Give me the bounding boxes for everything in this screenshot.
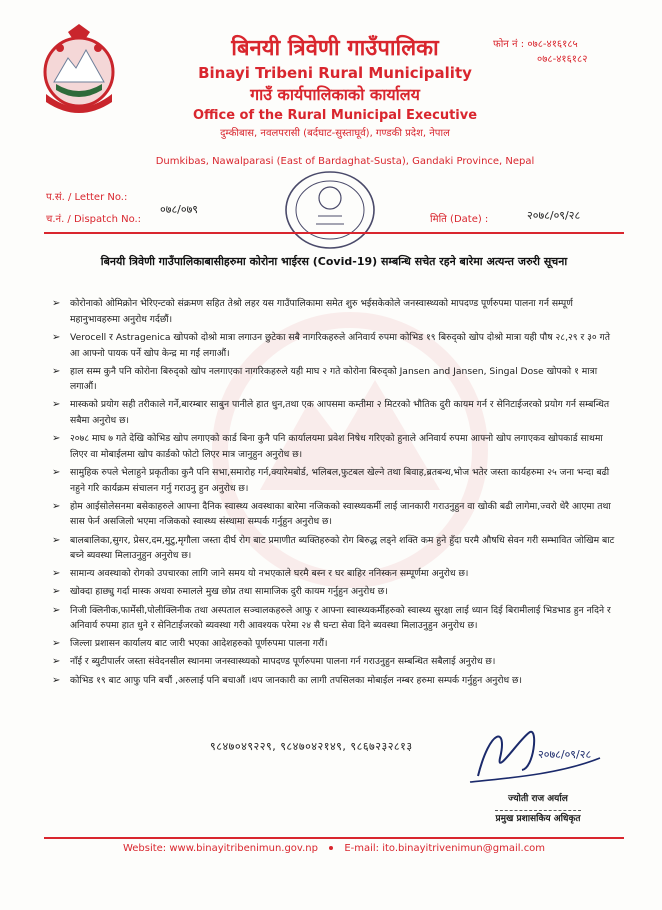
header-divider <box>44 232 624 234</box>
phone-number-2: ०७८-४१६१८२ <box>537 54 588 65</box>
list-item: ➢ बालबालिका,सुगर, प्रेसर,दम,मुटु,मृगौला जस्ता दीर्घ रोग बाट प्रमाणीत ब्यक्तिहरुको रोग बिरुद्ध लड्ने शक्ति कम हुने हुँदा घरमै औषधि सेवन गरी सम्भावित जोखिम बाट बच्ने ब्यवस्था मिलाउनुहुन अनुरोध छ। <box>52 534 615 562</box>
list-item: ➢ २०७८ माघ ७ गते देखि कोभिड खोप लगाएको कार्ड बिना कुनै पनि कार्यालयमा प्रवेश निषेध गरिएको हुनाले अनिवार्य रुपमा आफ्नो खोप लगाएकव खोपकार्ड साथमा लिएर वा मोबाईलमा खोप कार्डको फोटो लिएर मात्र जानुहुन अनुरोध छ। <box>52 433 603 460</box>
arrow-bullet-icon: ➢ <box>52 638 61 650</box>
notice-subject: बिनयी त्रिवेणी गाउँपालिकाबासीहरुमा कोरोना भाईरस (Covid-19) सम्बन्धि सचेत रहने बारेमा अत्यन्त जरुरी सूचना <box>100 255 568 268</box>
arrow-bullet-icon: ➢ <box>52 674 61 686</box>
svg-text:२०७८/०९/२८: २०७८/०९/२८ <box>538 748 592 761</box>
list-item: ➢ खोक्दा हाछ्यु गर्दा मास्क अथवा रुमालले मुख छोप्न तथा सामाजिक दुरी कायम गर्नुहुन अनुरोध छ। <box>48 584 620 600</box>
signatory-title: प्रमुख प्रशासकिय अधिकृत <box>495 810 580 826</box>
phone-block <box>493 37 587 67</box>
list-item: ➢ Verocell र Astragenica खोपको दोश्रो मात्रा लगाउन छुटेका सबै नागरिकहरुले अनिवार्य रुपमा कोभिड १९ बिरुद्को खोप दोश्रो मात्रा यही पौष २८,२९ र ३० गते आ आफ्नो पायक पर्ने खोप केन्द्र मा गई लगाऔं। <box>52 331 611 359</box>
list-item: ➢ सामुहिक रुपले भेलाहुने प्रकृतीका कुनै पनि सभा,समारोह गर्न,क्यारेमबोर्ड, भलिबल,फुटबल खेल्ने तथा बिवाह,ब्रतबन्ध,भोज भतेर जस्ता कार्यहरुमा २५ जना भन्दा बढी नहुने गरि कार्यक्रम संचालन गर्नु गराउनु हुन अनुरोध छ। <box>52 466 610 494</box>
arrow-bullet-icon: ➢ <box>52 604 61 616</box>
arrow-bullet-icon: ➢ <box>52 399 61 411</box>
signatory-name: ज्योती राज अर्याल <box>508 794 568 804</box>
list-item: ➢ नाँई र ब्युटीपार्लर जस्ता संवेदनसील स्थानमा जनस्वास्थ्यको मापदण्ड पूर्णरुपमा पालना गर्न गराउनुहुन सम्बन्धित सबैलाई अनुरोध छ। <box>48 654 620 670</box>
address-en: Dumkibas, Nawalparasi (East of Bardaghat-Susta), Gandaki Province, Nepal <box>155 156 535 167</box>
letter-no-label: प.सं. / Letter No.: <box>46 192 128 203</box>
email-link[interactable]: E-mail: ito.binayitrivenimun@gmail.com <box>344 843 546 854</box>
arrow-bullet-icon: ➢ <box>52 433 61 445</box>
arrow-bullet-icon: ➢ <box>52 298 61 309</box>
municipality-name-np: बिनयी त्रिवेणी गाउँपालिका <box>231 35 439 61</box>
letterhead <box>140 36 530 142</box>
list-item: ➢ हाल सम्म कुनै पनि कोरोना बिरुद्को खोप नलगाएका नागरिकहरुले यही माघ २ गते कोरोना बिरुद्को Jansen and Jansen, Singal Dose खोपको १ मात्रा लगाऔं। <box>52 365 598 393</box>
dispatch-no-value: ०७८/०७९ <box>160 203 199 216</box>
arrow-bullet-icon: ➢ <box>52 586 61 598</box>
municipality-name-en: Binayi Tribeni Rural Municipality <box>198 64 472 82</box>
arrow-bullet-icon: ➢ <box>52 656 61 668</box>
arrow-bullet-icon: ➢ <box>52 568 61 580</box>
arrow-bullet-icon: ➢ <box>52 365 61 377</box>
handwritten-signature-icon <box>460 718 610 788</box>
list-item: ➢ कोभिड १९ बाट आफु पनि बचौं ,अरुलाई पनि बचाऔं ।थप जानकारी का लागी तपसिलका मोबाईल नम्बर हरुमा सम्पर्क गर्नुहुन अनुरोध छ। <box>48 673 620 689</box>
arrow-bullet-icon: ➢ <box>52 331 61 343</box>
arrow-bullet-icon: ➢ <box>52 500 61 512</box>
website-link[interactable]: Website: www.binayitribenimun.gov.np <box>122 843 318 854</box>
footer <box>44 843 624 854</box>
footer-divider <box>44 837 624 839</box>
list-item: ➢ होम आईसोलेसनमा बसेकाहरुले आफ्ना दैनिक स्वास्थ्य अवस्थाका बारेमा नजिकको स्वास्थ्यकर्मी लाई जानकारी गराउनुहुन वा खोकी बढी लागेमा,ज्वरो धेरै आएमा तथा सास फेर्न असजिलो भएमा नजिकको स्वास्थ्य संस्थामा सम्पर्क गर्नुहुन अनुरोध छ। <box>52 500 611 528</box>
address-np: दुम्कीबास, नवलपरासी (बर्दघाट-सुस्ताघूर्व), गण्डकी प्रदेश, नेपाल <box>220 128 450 139</box>
arrow-bullet-icon: ➢ <box>52 466 61 478</box>
list-item: ➢ मास्कको प्रयोग सही तरीकाले गर्ने,बारम्बार साबुन पानीले हात धुन,तथा एक आपसमा कम्तीमा २ मिटरको भौतिक दुरी कायम गर्न र सेनिटाईजरको प्रयोग गर्न सम्बन्धित सबैमा अनुरोध छ। <box>52 399 610 427</box>
nepal-emblem-icon <box>38 24 120 116</box>
signatory <box>478 792 598 826</box>
list-item: ➢ कोरोनाको ओमिक्रोन भेरिएन्टको संक्रमण सहित तेश्रो लहर यस गाउँपालिकामा समेत शुरु भईसकेकोले जनस्वास्थ्यको मापदण्ड पूर्णरुपमा पालना गर्न सम्पूर्ण महानुभावहरुमा अनुरोध गर्दछौं। <box>52 298 573 325</box>
separator-dot-icon <box>329 846 333 850</box>
date-value: २०७८/०९/२८ <box>527 209 581 222</box>
office-name-np: गाउँ कार्यपालिकाको कार्यालय <box>250 85 420 104</box>
arrow-bullet-icon: ➢ <box>52 534 61 546</box>
office-name-en: Office of the Rural Municipal Executive <box>192 108 478 123</box>
notice-bullets <box>48 296 620 691</box>
contact-numbers: ९८४७०४९२२९, ९८४७०४२१४९, ९८६७२३२८१३ <box>210 740 413 753</box>
office-stamp-icon <box>282 168 378 252</box>
date-label: मिति (Date) : <box>430 214 489 225</box>
list-item: ➢ सामान्य अवस्थाको रोगको उपचारका लागि जाने समय यो नभएकाले घरमै बस्न र घर बाहिर ननिस्कन सम्पूर्णमा अनुरोध छ। <box>48 566 620 582</box>
list-item: ➢ जिल्ला प्रशासन कार्यालय बाट जारी भएका आदेशहरुको पूर्णरुपमा पालना गरौं। <box>48 636 620 652</box>
list-item: ➢ निजी क्लिनीक,फार्मेसी,पोलीक्लिनीक तथा अस्पताल सञ्चालकहरुले आफु र आफ्ना स्वास्थ्यकर्मीहरुको स्वास्थ्य सुरक्षा लाई ध्यान दिई बिरामीलाई भिडभाड हुन नदिने र अनिवार्य रुपमा हात धुने र सेनिटाईजरको ब्यवस्था गरी आवश्यक परेमा २४ सै घन्टा सेवा दिने ब्यवस्था मिलाउनुहुन अनुरोध छ। <box>52 604 611 632</box>
phone-label: फोन नं : <box>493 39 525 50</box>
dispatch-no-label: च.नं. / Dispatch No.: <box>46 214 142 225</box>
phone-number-1: ०७८-४१६१८५ <box>527 39 578 50</box>
